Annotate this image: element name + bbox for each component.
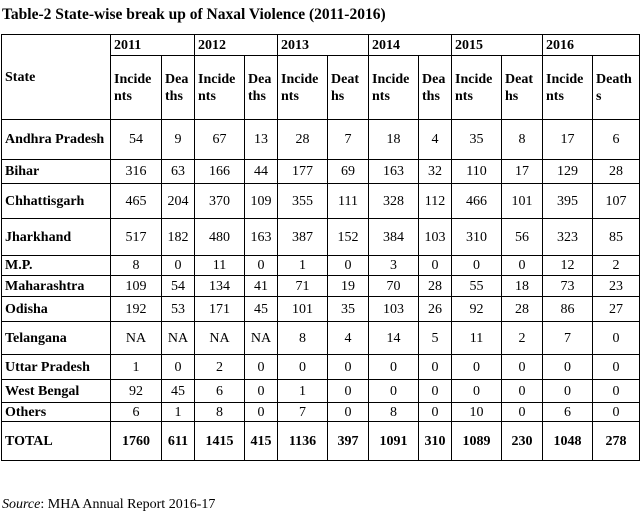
incidents-column-header: Incidents — [195, 56, 245, 120]
state-name: Bihar — [2, 160, 111, 184]
deaths-cell: 5 — [419, 322, 452, 355]
deaths-cell: 2 — [593, 256, 640, 276]
incidents-cell: 7 — [278, 403, 328, 422]
incidents-cell: 8 — [195, 403, 245, 422]
state-name: Chhattisgarh — [2, 184, 111, 219]
incidents-cell: 1 — [278, 256, 328, 276]
deaths-cell: 0 — [593, 403, 640, 422]
table-row — [2, 403, 640, 422]
deaths-cell: 28 — [593, 160, 640, 184]
incidents-cell: 480 — [195, 219, 245, 256]
deaths-cell: 0 — [328, 380, 369, 403]
deaths-cell: 63 — [162, 160, 195, 184]
deaths-cell: 0 — [419, 380, 452, 403]
deaths-cell: 53 — [162, 297, 195, 322]
deaths-cell: 4 — [328, 322, 369, 355]
deaths-cell: 0 — [245, 256, 278, 276]
deaths-cell: 45 — [245, 297, 278, 322]
table-row — [2, 276, 640, 297]
incidents-cell: 384 — [369, 219, 419, 256]
incidents-cell: 110 — [452, 160, 502, 184]
incidents-cell: 6 — [543, 403, 593, 422]
deaths-cell: 44 — [245, 160, 278, 184]
state-name: Maharashtra — [2, 276, 111, 297]
deaths-cell: 28 — [419, 276, 452, 297]
table-row — [2, 256, 640, 276]
deaths-cell: 4 — [419, 120, 452, 160]
incidents-cell: 0 — [278, 355, 328, 380]
deaths-cell: 0 — [245, 380, 278, 403]
deaths-cell: 28 — [502, 297, 543, 322]
deaths-cell: 0 — [593, 322, 640, 355]
incidents-cell: NA — [195, 322, 245, 355]
deaths-cell: 0 — [593, 355, 640, 380]
incidents-cell: 177 — [278, 160, 328, 184]
incidents-cell: 310 — [452, 219, 502, 256]
deaths-cell: 278 — [593, 422, 640, 461]
incidents-column-header: Incidents — [278, 56, 328, 120]
incidents-cell: 355 — [278, 184, 328, 219]
incidents-cell: 129 — [543, 160, 593, 184]
incidents-cell: 8 — [278, 322, 328, 355]
incidents-cell: 0 — [369, 355, 419, 380]
deaths-cell: 0 — [162, 256, 195, 276]
source-note — [2, 497, 215, 513]
deaths-cell: 19 — [328, 276, 369, 297]
incidents-cell: 14 — [369, 322, 419, 355]
incidents-cell: 370 — [195, 184, 245, 219]
incidents-cell: 466 — [452, 184, 502, 219]
table-row — [2, 297, 640, 322]
source-label: Source — [2, 497, 41, 512]
deaths-column-header: Deaths — [328, 56, 369, 120]
deaths-cell: 18 — [502, 276, 543, 297]
incidents-cell: 86 — [543, 297, 593, 322]
deaths-cell: 204 — [162, 184, 195, 219]
incidents-cell: 1089 — [452, 422, 502, 461]
incidents-cell: 67 — [195, 120, 245, 160]
deaths-cell: 0 — [328, 256, 369, 276]
deaths-cell: 69 — [328, 160, 369, 184]
incidents-cell: 1415 — [195, 422, 245, 461]
state-name: Telangana — [2, 322, 111, 355]
total-label: TOTAL — [2, 422, 111, 461]
incidents-cell: 101 — [278, 297, 328, 322]
incidents-column-header: Incidents — [369, 56, 419, 120]
table-row — [2, 380, 640, 403]
deaths-cell: 152 — [328, 219, 369, 256]
deaths-cell: 0 — [245, 355, 278, 380]
deaths-cell: 0 — [593, 380, 640, 403]
deaths-column-header: Deaths — [593, 56, 640, 120]
deaths-cell: 85 — [593, 219, 640, 256]
state-column-header: State — [2, 35, 111, 120]
incidents-cell: 192 — [111, 297, 162, 322]
incidents-cell: 328 — [369, 184, 419, 219]
incidents-cell: 70 — [369, 276, 419, 297]
incidents-cell: 73 — [543, 276, 593, 297]
incidents-cell: 1 — [111, 355, 162, 380]
deaths-cell: 310 — [419, 422, 452, 461]
table-row — [2, 120, 640, 160]
incidents-cell: 1048 — [543, 422, 593, 461]
table-row — [2, 355, 640, 380]
incidents-cell: 54 — [111, 120, 162, 160]
incidents-cell: 8 — [369, 403, 419, 422]
deaths-cell: 0 — [502, 403, 543, 422]
deaths-cell: 101 — [502, 184, 543, 219]
incidents-cell: 517 — [111, 219, 162, 256]
deaths-cell: 0 — [419, 403, 452, 422]
incidents-cell: 0 — [543, 355, 593, 380]
incidents-cell: 6 — [195, 380, 245, 403]
state-name: Uttar Pradesh — [2, 355, 111, 380]
incidents-cell: 11 — [195, 256, 245, 276]
year-header: 2014 — [369, 35, 452, 56]
deaths-cell: 230 — [502, 422, 543, 461]
year-header: 2015 — [452, 35, 543, 56]
deaths-cell: 415 — [245, 422, 278, 461]
deaths-cell: 0 — [328, 403, 369, 422]
incidents-cell: 0 — [452, 380, 502, 403]
incidents-cell: 71 — [278, 276, 328, 297]
year-header: 2012 — [195, 35, 278, 56]
incidents-cell: 465 — [111, 184, 162, 219]
incidents-cell: 0 — [369, 380, 419, 403]
deaths-cell: 0 — [245, 403, 278, 422]
deaths-cell: 397 — [328, 422, 369, 461]
deaths-cell: 0 — [502, 355, 543, 380]
deaths-cell: NA — [245, 322, 278, 355]
state-name: West Bengal — [2, 380, 111, 403]
deaths-cell: 1 — [162, 403, 195, 422]
incidents-cell: 1760 — [111, 422, 162, 461]
deaths-cell: 41 — [245, 276, 278, 297]
table-body — [2, 35, 640, 461]
deaths-cell: 45 — [162, 380, 195, 403]
table-title: Table-2 State-wise break up of Naxal Violence (2011-2016) — [2, 6, 386, 23]
deaths-cell: 9 — [162, 120, 195, 160]
incidents-cell: 1091 — [369, 422, 419, 461]
deaths-cell: NA — [162, 322, 195, 355]
total-row — [2, 422, 640, 461]
state-name: Andhra Pradesh — [2, 120, 111, 160]
table-row — [2, 160, 640, 184]
incidents-cell: 28 — [278, 120, 328, 160]
deaths-cell: 17 — [502, 160, 543, 184]
incidents-cell: 92 — [111, 380, 162, 403]
incidents-cell: 8 — [111, 256, 162, 276]
deaths-cell: 7 — [328, 120, 369, 160]
incidents-cell: 3 — [369, 256, 419, 276]
naxal-violence-table — [1, 34, 640, 461]
deaths-cell: 35 — [328, 297, 369, 322]
deaths-column-header: Deaths — [245, 56, 278, 120]
state-name: Jharkhand — [2, 219, 111, 256]
year-header: 2016 — [543, 35, 640, 56]
deaths-cell: 2 — [502, 322, 543, 355]
incidents-cell: 1 — [278, 380, 328, 403]
table-row — [2, 184, 640, 219]
incidents-cell: 109 — [111, 276, 162, 297]
deaths-cell: 0 — [328, 355, 369, 380]
deaths-cell: 107 — [593, 184, 640, 219]
deaths-cell: 109 — [245, 184, 278, 219]
deaths-cell: 8 — [502, 120, 543, 160]
deaths-cell: 23 — [593, 276, 640, 297]
incidents-cell: 12 — [543, 256, 593, 276]
state-name: Others — [2, 403, 111, 422]
incidents-cell: 7 — [543, 322, 593, 355]
incidents-column-header: Incidents — [111, 56, 162, 120]
incidents-cell: NA — [111, 322, 162, 355]
year-header: 2011 — [111, 35, 195, 56]
deaths-cell: 182 — [162, 219, 195, 256]
incidents-cell: 92 — [452, 297, 502, 322]
deaths-column-header: Deaths — [419, 56, 452, 120]
state-name: Odisha — [2, 297, 111, 322]
incidents-cell: 18 — [369, 120, 419, 160]
deaths-cell: 103 — [419, 219, 452, 256]
incidents-cell: 134 — [195, 276, 245, 297]
incidents-cell: 0 — [452, 355, 502, 380]
deaths-cell: 0 — [419, 256, 452, 276]
deaths-cell: 26 — [419, 297, 452, 322]
source-text: : MHA Annual Report 2016-17 — [40, 497, 216, 512]
deaths-cell: 6 — [593, 120, 640, 160]
incidents-cell: 0 — [543, 380, 593, 403]
deaths-cell: 0 — [419, 355, 452, 380]
state-name: M.P. — [2, 256, 111, 276]
deaths-cell: 611 — [162, 422, 195, 461]
deaths-cell: 13 — [245, 120, 278, 160]
incidents-cell: 103 — [369, 297, 419, 322]
incidents-cell: 166 — [195, 160, 245, 184]
incidents-cell: 10 — [452, 403, 502, 422]
incidents-cell: 387 — [278, 219, 328, 256]
deaths-column-header: Deaths — [502, 56, 543, 120]
year-header: 2013 — [278, 35, 369, 56]
incidents-cell: 323 — [543, 219, 593, 256]
incidents-cell: 316 — [111, 160, 162, 184]
incidents-cell: 163 — [369, 160, 419, 184]
deaths-cell: 0 — [502, 256, 543, 276]
deaths-cell: 0 — [502, 380, 543, 403]
deaths-cell: 32 — [419, 160, 452, 184]
deaths-column-header: Deaths — [162, 56, 195, 120]
year-header-row — [2, 35, 640, 56]
incidents-cell: 35 — [452, 120, 502, 160]
deaths-cell: 56 — [502, 219, 543, 256]
table-row — [2, 219, 640, 256]
incidents-cell: 395 — [543, 184, 593, 219]
incidents-cell: 1136 — [278, 422, 328, 461]
incidents-cell: 11 — [452, 322, 502, 355]
incidents-cell: 55 — [452, 276, 502, 297]
incidents-cell: 2 — [195, 355, 245, 380]
deaths-cell: 0 — [162, 355, 195, 380]
incidents-cell: 17 — [543, 120, 593, 160]
deaths-cell: 111 — [328, 184, 369, 219]
incidents-cell: 171 — [195, 297, 245, 322]
deaths-cell: 54 — [162, 276, 195, 297]
incidents-column-header: Incidents — [452, 56, 502, 120]
incidents-cell: 6 — [111, 403, 162, 422]
deaths-cell: 163 — [245, 219, 278, 256]
incidents-column-header: Incidents — [543, 56, 593, 120]
incidents-cell: 0 — [452, 256, 502, 276]
deaths-cell: 27 — [593, 297, 640, 322]
deaths-cell: 112 — [419, 184, 452, 219]
table-row — [2, 322, 640, 355]
